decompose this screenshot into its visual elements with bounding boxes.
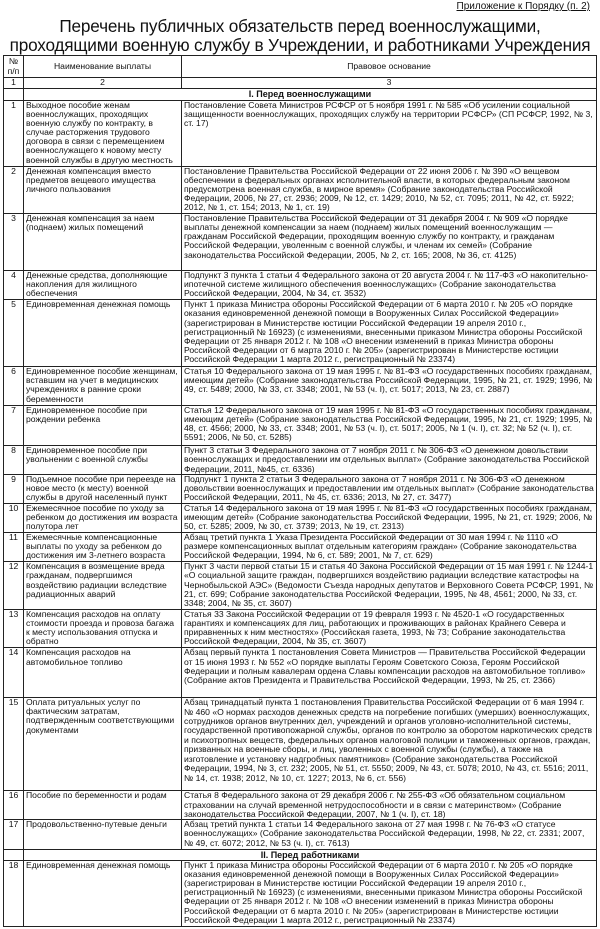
row-number: 13	[4, 609, 24, 648]
table-row	[4, 475, 597, 504]
legal-basis: Абзац третий пункта 1 статьи 14 Федерального закона от 27 мая 1998 г. № 76-ФЗ «О статусе военнослужащих» (Собрание законодательства Российской Федерации, 1998, № 22, ст. 2331; 2007, № 49, ст. 6072; 2012, № 53 (ч. I), ст. 7613)	[182, 820, 597, 849]
table-row	[4, 300, 597, 367]
row-number: 11	[4, 532, 24, 561]
legal-basis: Подпункт 3 пункта 1 статьи 4 Федерального закона от 20 августа 2004 г. № 117-ФЗ «О накопительно-ипотечной системе жилищного обеспечения военнослужащих» (Собрание законодательства Российской Федерации, 2004, № 34, ст. 3532)	[182, 270, 597, 299]
section-heading-servicemen: I. Перед военнослужащими	[24, 89, 597, 100]
obligations-table	[3, 55, 597, 927]
legal-basis: Подпункт 1 пункта 2 статьи 3 Федерального закона от 7 ноября 2011 г. № 306-ФЗ «О денежном довольствии военнослужащих и предоставлении им отдельных выплат» (Собрание законодательства Российской Федерации, 2011, № 45, ст. 6336; 2013, № 27, ст. 3477)	[182, 475, 597, 504]
table-row	[4, 214, 597, 271]
legal-basis: Статья 33 Закона Российской Федерации от 19 февраля 1993 г. № 4520-1 «О государственных гарантиях и компенсациях для лиц, работающих и проживающих в районах Крайнего Севера и приравненных к ним местностях» (Российская газета, 1993, № 73; Собрание законодательства Российской Федерации, 2004, № 35, ст. 3607)	[182, 609, 597, 648]
payment-name: Единовременное пособие при увольнении с военной службы	[24, 446, 182, 475]
table-row	[4, 166, 597, 213]
header-basis: Правовое основание	[182, 56, 597, 78]
payment-name: Денежная компенсация вместо предметов вещевого имущества личного пользования	[24, 166, 182, 213]
payment-name: Компенсация расходов на автомобильное топливо	[24, 648, 182, 698]
table-row	[4, 791, 597, 820]
row-number: 4	[4, 270, 24, 299]
table-row	[4, 503, 597, 532]
payment-name: Денежные средства, дополняющие накопления для жилищного обеспечения	[24, 270, 182, 299]
row-number: 1	[4, 100, 24, 166]
row-number: 8	[4, 446, 24, 475]
row-number: 3	[4, 214, 24, 271]
legal-basis: Пункт 3 статьи 3 Федерального закона от 7 ноября 2011 г. № 306-ФЗ «О денежном довольствии военнослужащих и предоставлении им отдельных выплат» (Собрание законодательства Российской Федерации, 2011, №45, ст. 6336)	[182, 446, 597, 475]
table-row	[4, 562, 597, 610]
payment-name: Ежемесячные компенсационные выплаты по уходу за ребенком до достижения им 3-летнего возраста	[24, 532, 182, 561]
row-number: 14	[4, 648, 24, 698]
table-row	[4, 270, 597, 299]
payment-name: Компенсация в возмещение вреда гражданам, подвергшимся воздействию радиации вследствие радиационных аварий	[24, 562, 182, 610]
payment-name: Единовременное пособие при рождении ребенка	[24, 405, 182, 446]
section-row	[4, 89, 597, 100]
header-col-3-num: 3	[182, 78, 597, 89]
section-row	[4, 849, 597, 860]
table-row	[4, 100, 597, 166]
row-number: 15	[4, 698, 24, 791]
table-row	[4, 367, 597, 406]
legal-basis: Статья 10 Федерального закона от 19 мая 1995 г. № 81-ФЗ «О государственных пособиях гражданам, имеющим детей» (Собрание законодательства Российской Федерации, 1995, № 21, ст. 1929; 1996, № 49, ст. 5489; 2000, № 33, ст. 3348; 2001, № 53 (ч. I), ст. 5017; 2013, № 23, ст. 2887)	[182, 367, 597, 406]
table-row	[4, 648, 597, 698]
payment-name: Ежемесячное пособие по уходу за ребенком до достижения им возраста полутора лет	[24, 503, 182, 532]
row-number: 5	[4, 300, 24, 367]
payment-name: Единовременное пособие женщинам, вставшим на учет в медицинских учреждениях в ранние сроки беременности	[24, 367, 182, 406]
payment-name: Единовременная денежная помощь	[24, 300, 182, 367]
legal-basis: Статья 12 Федерального закона от 19 мая 1995 г. № 81-ФЗ «О государственных пособиях гражданам, имеющим детей» (Собрание законодательства Российской Федерации, 1995, № 21, ст. 1929; 1995, № 48, ст. 4566; 2000, № 33, ст. 3348; 2001, № 53 (ч. I), ст. 5017; 2005, № 1 (ч. I), ст. 32; № 52 (ч. I), ст. 5591; 2006, № 50, ст. 5285)	[182, 405, 597, 446]
section-heading-employees: II. Перед работниками	[24, 849, 597, 860]
row-number: 17	[4, 820, 24, 849]
payment-name: Оплата ритуальных услуг по фактическим затратам, подтвержденным соответствующими документами	[24, 698, 182, 791]
payment-name: Единовременная денежная помощь	[24, 860, 182, 926]
payment-name: Денежная компенсация за наем (поднаем) жилых помещений	[24, 214, 182, 271]
payment-name: Продовольственно-путевые деньги	[24, 820, 182, 849]
legal-basis: Постановление Правительства Российской Федерации от 22 июня 2006 г. № 390 «О вещевом обеспечении в федеральных органах исполнительной власти, в которых федеральным законом предусмотрена военная служба, в мирное время» (Собрание законодательства Российской Федерации, 2006, № 27, ст. 2936; 2009, № 12, ст. 1429; 2010, № 52, ст. 7095; 2011, № 42, ст. 5922; 2012, № 1, ст. 154; 2013, № 1, ст. 19)	[182, 166, 597, 213]
legal-basis: Пункт 3 части первой статьи 15 и статья 40 Закона Российской Федерации от 15 мая 1991 г. № 1244-1 «О социальной защите граждан, подвергшихся воздействию радиации вследствие катастрофы на Чернобыльской АЭС» (Ведомости Съезда народных депутатов и Верховного Совета РСФСР, 1991, № 21, ст. 699; Собрание законодательства Российской Федерации, 1995, № 48, 4561; 2000, № 33, ст. 3348; 2004, № 35, ст. 3607)	[182, 562, 597, 610]
row-number: 12	[4, 562, 24, 610]
document-title-line-2: проходящими военную службу в Учреждении, и работниками Учреждения	[9, 35, 591, 55]
legal-basis: Статья 14 Федерального закона от 19 мая 1995 г. № 81-ФЗ «О государственных пособиях гражданам, имеющим детей» (Собрание законодательства Российской Федерации, 1995, № 21, ст. 1929; 2006, № 50, ст. 5285; 2009, № 30, ст. 3739; 2013, № 19, ст. 2313)	[182, 503, 597, 532]
document-title-line-1: Перечень публичных обязательств перед военнослужащими,	[59, 16, 541, 36]
header-col-1-num: 1	[4, 78, 24, 89]
legal-basis: Постановление Совета Министров РСФСР от 5 ноября 1991 г. № 585 «Об усилении социальной защищенности военнослужащих, проходящих службу на территории РСФСР» (СП РСФСР, 1992, № 3, ст. 17)	[182, 100, 597, 166]
payment-name: Пособие по беременности и родам	[24, 791, 182, 820]
row-number: 18	[4, 860, 24, 926]
payment-name: Подъемное пособие при переезде на новое место (к месту) военной службы в другой населенный пункт	[24, 475, 182, 504]
header-col-2-num: 2	[24, 78, 182, 89]
table-row	[4, 446, 597, 475]
legal-basis: Статья 8 Федерального закона от 29 декабря 2006 г. № 255-ФЗ «Об обязательном социальном страховании на случай временной нетрудоспособности и в связи с материнством» (Собрание законодательства Российской Федерации, 2007, № 1 (ч. I), ст. 18)	[182, 791, 597, 820]
legal-basis: Абзац тринадцатый пункта 1 постановления Правительства Российской Федерации от 6 мая 1994 г. № 460 «О нормах расходов денежных средств на погребение погибших (умерших) военнослужащих, сотрудников органов внутренних дел, учреждений и органов уголовно-исполнительной системы, государственной противопожарной службы, органов по контролю за оборотом наркотических средств и психотропных веществ, федеральных органов налоговой полиции и таможенных органов, граждан, призванных на военные сборы, и лиц, уволенных с военной службы (службы), а также на изготовление и установку надгробных памятников» (Собрание законодательства Российской Федерации, 1994, № 3, ст. 232; 2005, № 51, ст. 5550; 2009, № 43, ст. 5078; 2010, № 43, ст. 5516; 2011, № 14, ст. 1938; 2012, № 10, ст. 1227; 2013, № 6, ст. 556)	[182, 698, 597, 791]
table-row	[4, 405, 597, 446]
table-row	[4, 609, 597, 648]
table-header-numbers-row	[4, 78, 597, 89]
table-row	[4, 698, 597, 791]
legal-basis: Пункт 1 приказа Министра обороны Российской Федерации от 6 марта 2010 г. № 205 «О порядке оказания единовременной денежной помощи в Вооруженных Силах Российской Федерации» (зарегистрирован в Министерстве юстиции Российской Федерации 19 апреля 2010 г., регистрационный № 16923) (с изменениями, внесенными приказом Министра обороны Российской Федерации от 25 января 2012 г. № 108 «О внесении изменений в приказ Министра обороны Российской Федерации от 6 марта 2010 г. № 205» (зарегистрирован в Министерстве юстиции Российской Федерации 1 марта 2012 г., регистрационный № 23374)	[182, 300, 597, 367]
header-num: № п/п	[4, 56, 24, 78]
row-number: 16	[4, 791, 24, 820]
payment-name: Компенсация расходов на оплату стоимости проезда и провоза багажа к месту использования отпуска и обратно	[24, 609, 182, 648]
table-row	[4, 532, 597, 561]
table-row	[4, 820, 597, 849]
payment-name: Выходное пособие женам военнослужащих, проходящих военную службу по контракту, в случае расторжения трудового договора в связи с перемещением военнослужащего к новому месту военной службы в другую местность	[24, 100, 182, 166]
row-number: 10	[4, 503, 24, 532]
legal-basis: Абзац третий пункта 1 Указа Президента Российской Федерации от 30 мая 1994 г. № 1110 «О размере компенсационных выплат отдельным категориям граждан» (Собрание законодательства Российской Федерации, 1994, № 6, ст. 589; 2001, № 7, ст. 629)	[182, 532, 597, 561]
annex-reference: Приложение к Порядку (п. 2)	[456, 1, 590, 12]
legal-basis: Пункт 1 приказа Министра обороны Российской Федерации от 6 марта 2010 г. № 205 «О порядке оказания единовременной денежной помощи в Вооруженных Силах Российской Федерации» (зарегистрирован в Министерстве юстиции Российской Федерации 19 апреля 2010 г., регистрационный № 16923) (с изменениями, внесенными приказом Министра обороны Российской Федерации от 25 января 2012 г. № 108 «О внесении изменений в приказ Министра обороны Российской Федерации от 6 марта 2010 г. № 205» (зарегистрирован в Министерстве юстиции Российской Федерации 1 марта 2012 г., регистрационный № 23374)	[182, 860, 597, 926]
row-number: 2	[4, 166, 24, 213]
table-row	[4, 860, 597, 926]
row-number: 7	[4, 405, 24, 446]
table-header-row	[4, 56, 597, 78]
row-number: 6	[4, 367, 24, 406]
row-number: 9	[4, 475, 24, 504]
header-name: Наименование выплаты	[24, 56, 182, 78]
legal-basis: Абзац первый пункта 1 постановления Совета Министров — Правительства Российской Федерации от 15 июня 1993 г. № 552 «О порядке выплаты Героям Советского Союза, Героям Российской Федерации и полным кавалерам ордена Славы компенсации расходов на автомобильное топливо» (Собрание актов Президента и Правительства Российской Федерации, 1993, № 25, ст. 2366)	[182, 648, 597, 698]
legal-basis: Постановление Правительства Российской Федерации от 31 декабря 2004 г. № 909 «О порядке выплаты денежной компенсации за наем (поднаем) жилых помещений военнослужащим — гражданам Российской Федерации, проходящим военную службу по контракту, и гражданам Российской Федерации, уволенным с военной службы, и членам их семей» (Собрание законодательства Российской Федерации, 2005, № 2, ст. 165; 2008, № 36, ст. 4125)	[182, 214, 597, 271]
